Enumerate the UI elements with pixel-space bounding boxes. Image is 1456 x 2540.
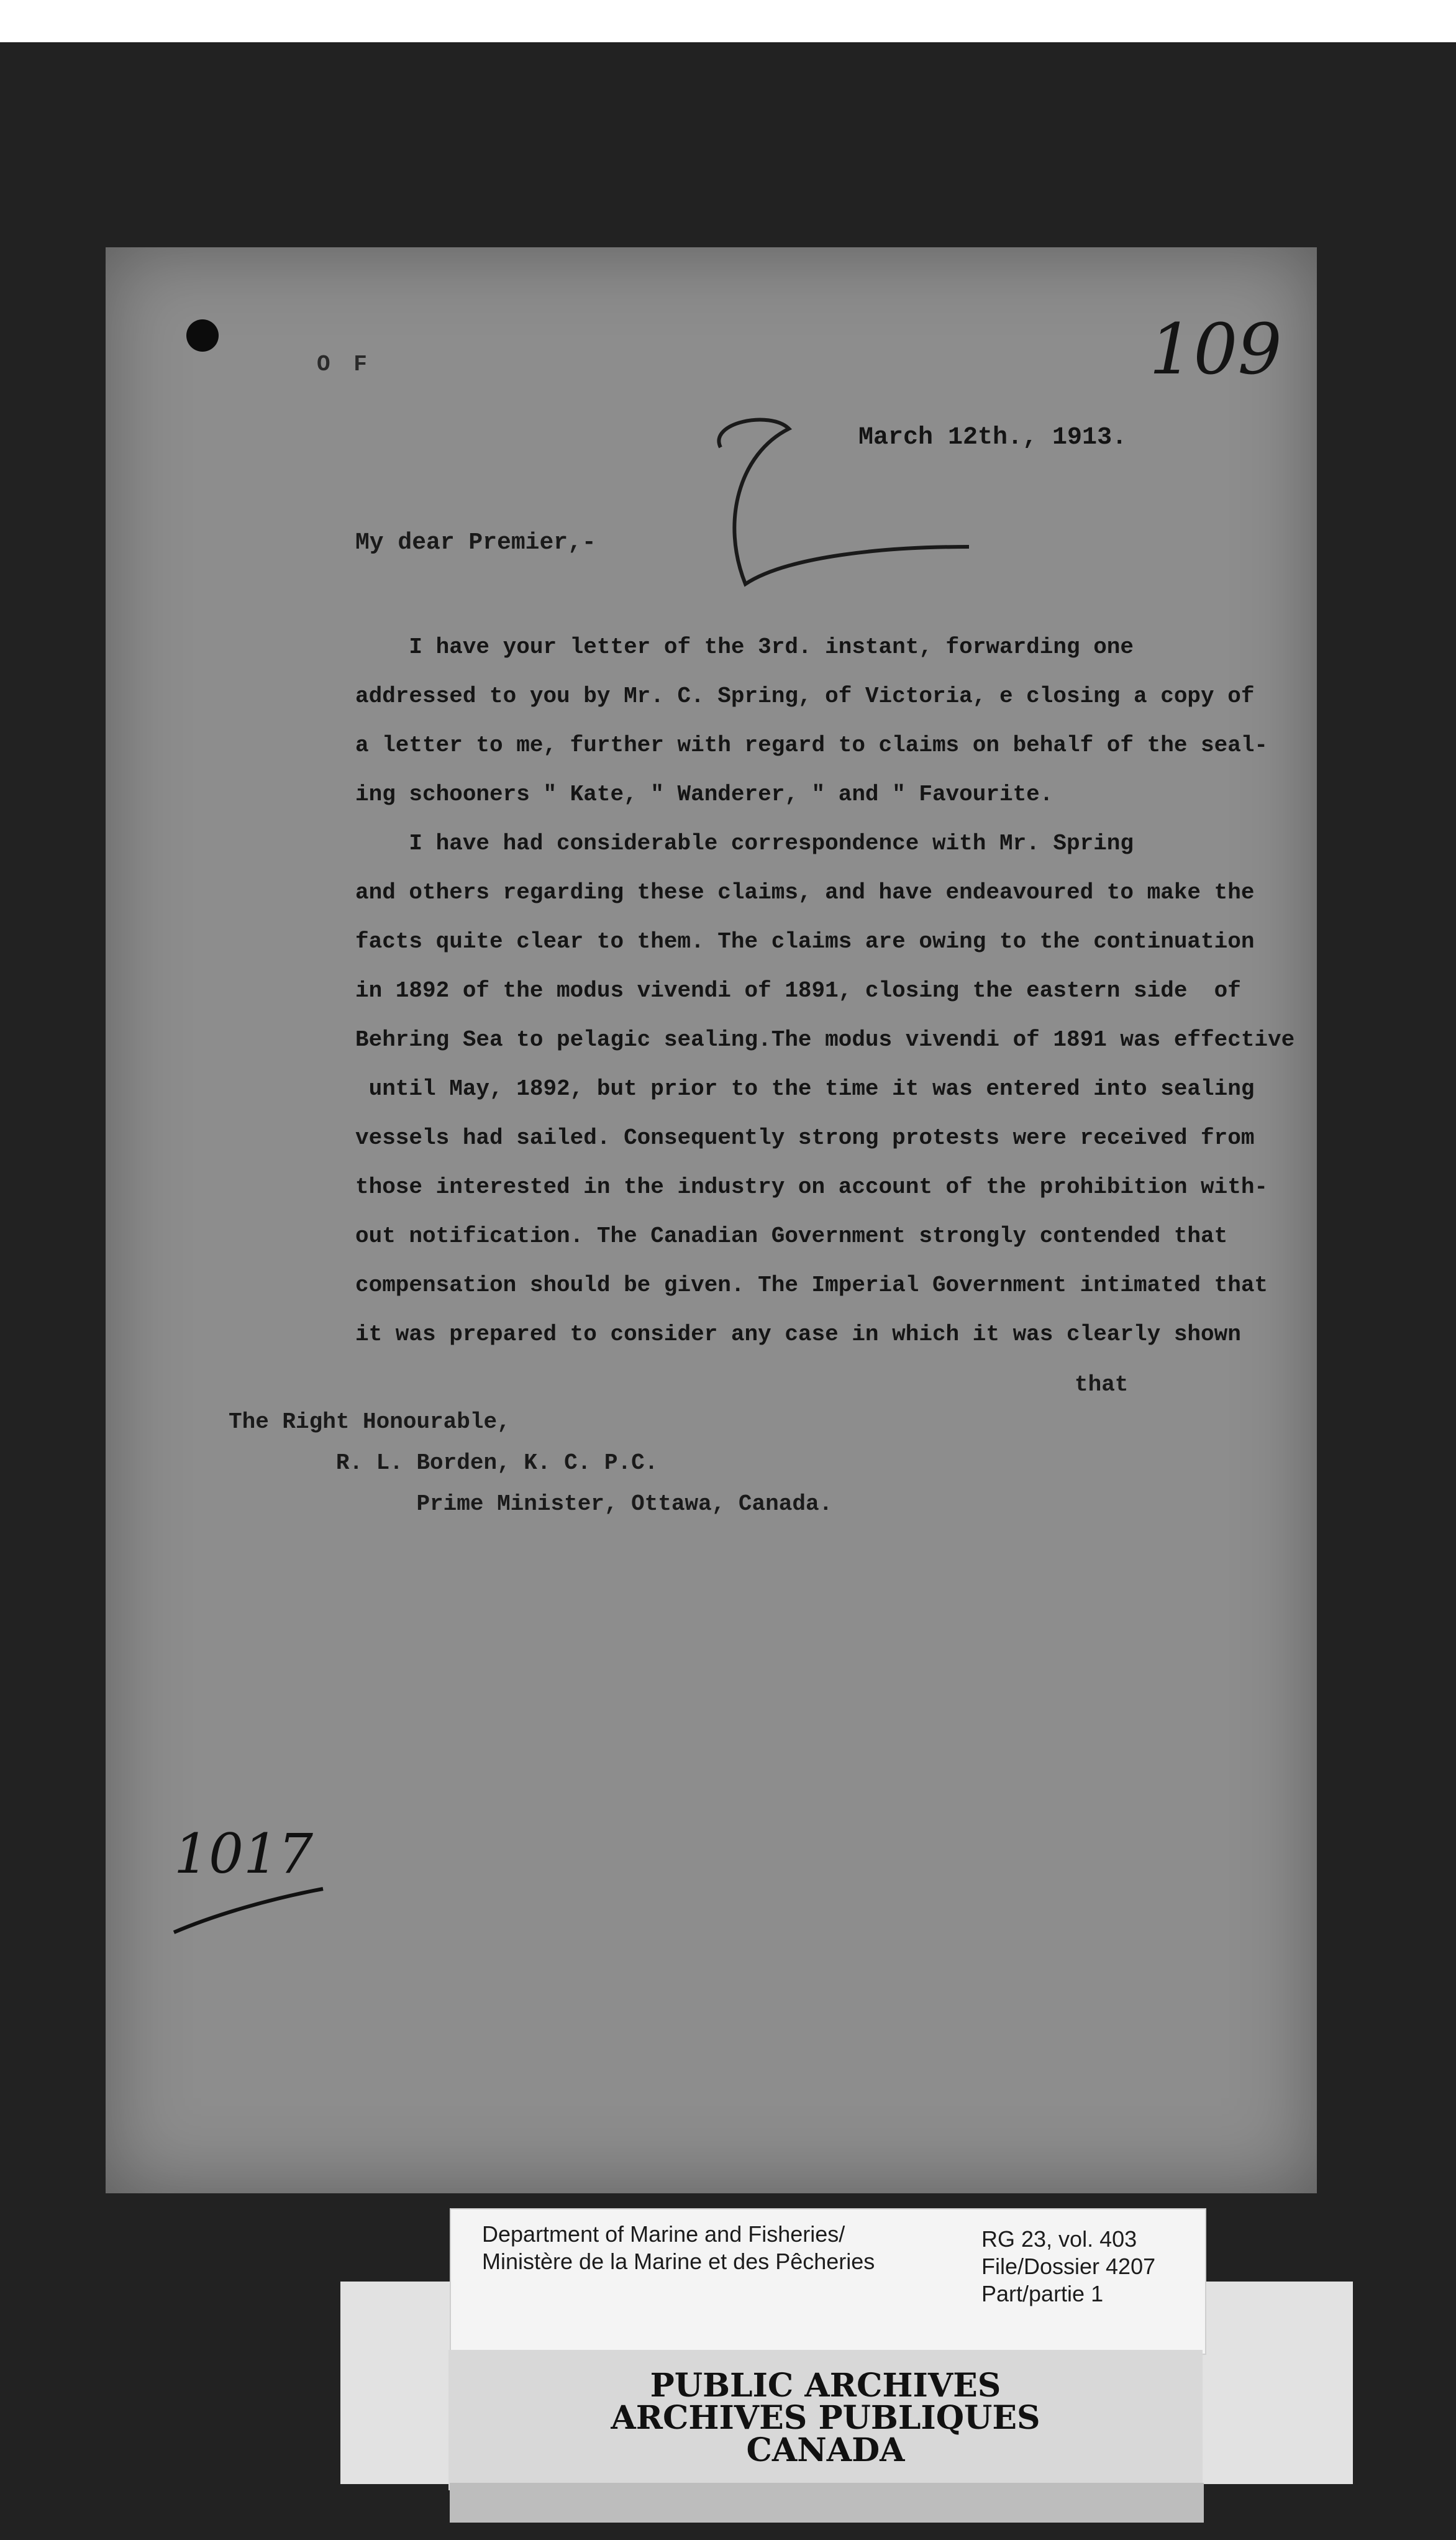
stamp-line: PUBLIC ARCHIVES [650, 2367, 1001, 2405]
reference-mark: O F [317, 352, 372, 377]
department-line: Department of Marine and Fisheries/ [482, 2221, 845, 2247]
body-line: a letter to me, further with regard to claims on behalf of the seal- [355, 733, 1268, 758]
body-line: compensation should be given. The Imperial Government intimated that [355, 1272, 1268, 1298]
department-line: Ministère de la Marine et des Pêcheries [482, 2249, 875, 2274]
body-line: it was prepared to consider any case in which it was clearly shown [355, 1322, 1241, 1347]
archive-reference [981, 2226, 1155, 2308]
archive-department [482, 2221, 875, 2275]
addressee-line: The Right Honourable, [229, 1409, 511, 1435]
file-mark-underline [168, 1883, 329, 1939]
addressee-line: Prime Minister, Ottawa, Canada. [229, 1491, 833, 1517]
addressee-line: R. L. Borden, K. C. P.C. [229, 1450, 658, 1476]
handwritten-file-mark: 1017 [174, 1822, 313, 1886]
body-line: Behring Sea to pelagic sealing.The modus vivendi of 1891 was effective [355, 1027, 1295, 1053]
label-bottom-strip [450, 2483, 1204, 2523]
body-line: addressed to you by Mr. C. Spring, of Victoria, e closing a copy of [355, 683, 1255, 709]
letter-date: March 12th., 1913. [858, 424, 1127, 452]
reference-line: Part/partie 1 [981, 2281, 1104, 2306]
body-line: until May, 1892, but prior to the time it was entered into sealing [355, 1076, 1255, 1102]
handwritten-page-number: 109 [1149, 309, 1282, 390]
body-line: in 1892 of the modus vivendi of 1891, closing the eastern side of [355, 978, 1241, 1003]
body-line: out notification. The Canadian Government strongly contended that [355, 1223, 1228, 1249]
reference-line: RG 23, vol. 403 [981, 2226, 1137, 2252]
body-line: facts quite clear to them. The claims are owing to the continuation [355, 929, 1255, 954]
reference-line: File/Dossier 4207 [981, 2254, 1156, 2279]
body-line: vessels had sailed. Consequently strong protests were received from [355, 1125, 1255, 1151]
body-line: ing schooners " Kate, " Wanderer, " and " Favourite. [355, 782, 1053, 807]
punch-hole [186, 319, 219, 352]
letter-body [355, 623, 1295, 1359]
salutation: My dear Premier,- [355, 529, 596, 556]
continued-word: that [1075, 1372, 1129, 1397]
body-line: and others regarding these claims, and have endeavoured to make the [355, 880, 1255, 905]
body-line: I have had considerable correspondence with Mr. Spring [355, 831, 1134, 856]
addressee-block [229, 1402, 832, 1525]
body-line: I have your letter of the 3rd. instant, forwarding one [355, 634, 1134, 660]
stamp-line: ARCHIVES PUBLIQUES [611, 2399, 1040, 2437]
body-line: those interested in the industry on account of the prohibition with- [355, 1174, 1268, 1200]
public-archives-stamp [448, 2350, 1203, 2490]
stamp-line: CANADA [746, 2431, 905, 2469]
